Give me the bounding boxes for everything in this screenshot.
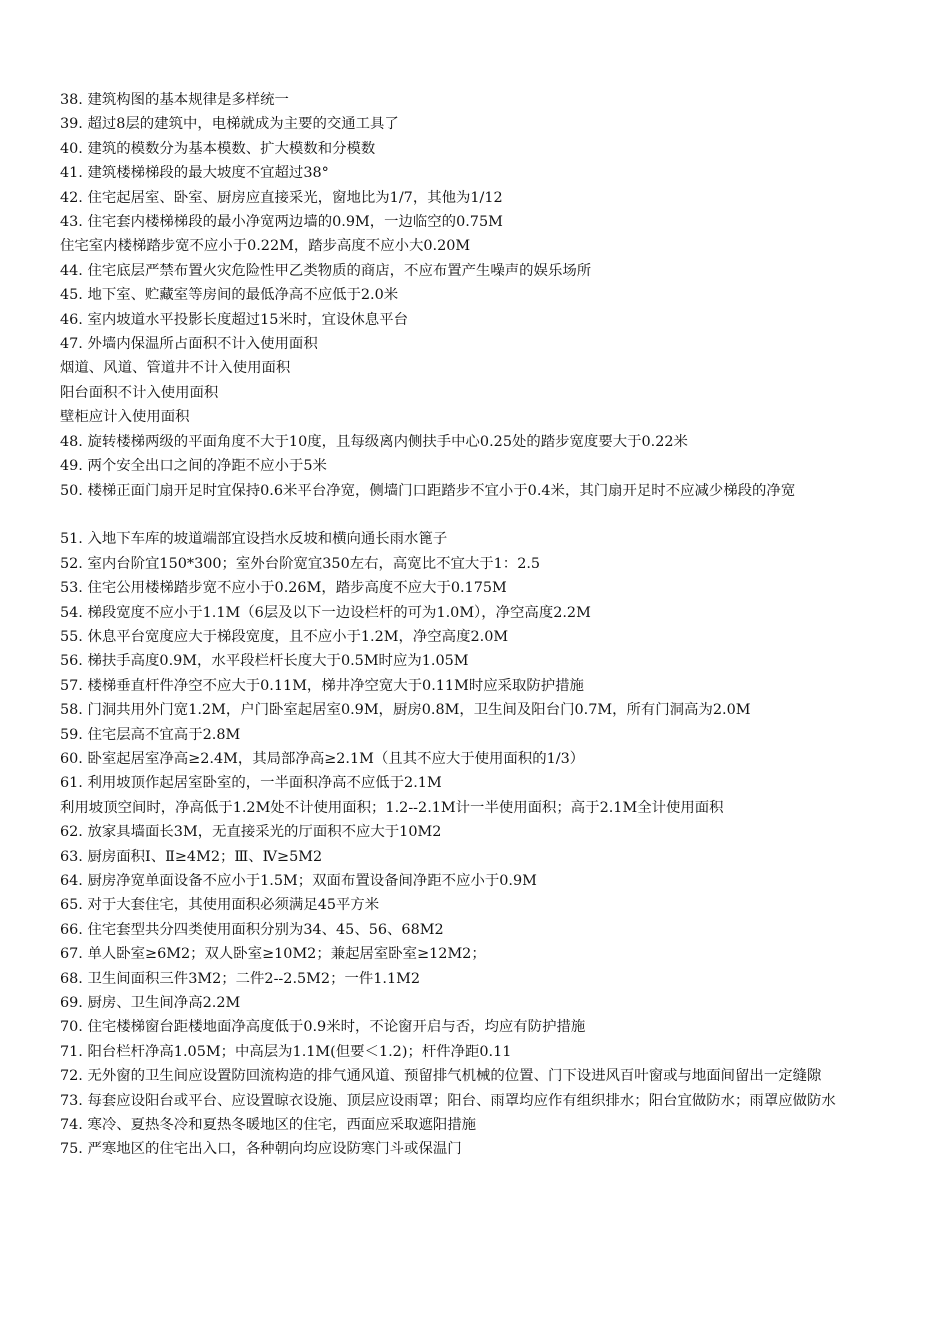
text-line-55: 55. 休息平台宽度应大于梯段宽度，且不应小于1.2M，净空高度2.0M [60,628,509,645]
text-line-39: 39. 超过8层的建筑中，电梯就成为主要的交通工具了 [60,116,399,133]
text-line-71: 71. 阳台栏杆净高1.05M；中高层为1.1M(但要＜1.2)；杆件净距0.11 [60,1043,512,1060]
text-line-70: 70. 住宅楼梯窗台距楼地面净高度低于0.9米时，不论窗开启与否，均应有防护措施 [60,1019,586,1036]
text-line-63: 63. 厨房面积Ⅰ、Ⅱ≥4M2；Ⅲ、Ⅳ≥5M2 [60,848,323,865]
text-line-75: 75. 严寒地区的住宅出入口，各种朝向均应设防寒门斗或保温门 [60,1141,462,1158]
text-line-54: 54. 梯段宽度不应小于1.1M（6层及以下一边设栏杆的可为1.0M），净空高度2.2M [60,604,591,621]
text-line-38: 38. 建筑构图的基本规律是多样统一 [60,92,289,108]
text-line-42: 42. 住宅起居室、卧室、厨房应直接采光，窗地比为1/7，其他为1/12 [60,189,503,206]
text-line-74: 74. 寒冷、夏热冬冷和夏热冬暖地区的住宅，西面应采取遮阳措施 [60,1117,477,1134]
text-line-49: 49. 两个安全出口之间的净距不应小于5米 [60,458,327,475]
text-line-48: 48. 旋转楼梯两级的平面角度不大于10度，且每级离内侧扶手中心0.25处的踏步宽度要大于0.22米 [60,433,688,450]
text-line-61-cont: 利用坡顶空间时，净高低于1.2M处不计使用面积；1.2--2.1M计一半使用面积；高于2.1M全计使用面积 [60,799,724,816]
text-line-62: 62. 放家具墙面长3M，无直接采光的厅面积不应大于10M2 [60,824,442,841]
text-line-45: 45. 地下室、贮藏室等房间的最低净高不应低于2.0米 [60,287,399,304]
text-line-57: 57. 楼梯垂直杆件净空不应大于0.11M，梯井净空宽大于0.11M时应采取防护措施 [60,677,584,694]
text-line-43: 43. 住宅套内楼梯梯段的最小净宽两边墙的0.9M，一边临空的0.75M [60,214,503,231]
text-line-65: 65. 对于大套住宅，其使用面积必须满足45平方米 [60,897,380,914]
document-page [60,88,896,1162]
text-line-40: 40. 建筑的模数分为基本模数、扩大模数和分模数 [60,140,376,157]
text-line-47-cont-2: 阳台面积不计入使用面积 [60,384,219,401]
text-line-72: 72. 无外窗的卫生间应设置防回流构造的排气通风道、预留排气机械的位置、门下设进风百叶窗或与地面间留出一定缝隙 [60,1068,822,1085]
text-line-67: 67. 单人卧室≥6M2；双人卧室≥10M2；兼起居室卧室≥12M2； [60,946,486,963]
text-line-58: 58. 门洞共用外门宽1.2M，户门卧室起居室0.9M，厨房0.8M，卫生间及阳台门0.7M，所有门洞高为2.0M [60,702,751,719]
text-line-41: 41. 建筑楼梯梯段的最大坡度不宜超过38° [60,165,329,182]
text-line-59: 59. 住宅层高不宜高于2.8M [60,726,241,743]
text-line-56: 56. 梯扶手高度0.9M，水平段栏杆长度大于0.5M时应为1.05M [60,653,469,670]
text-line-73: 73. 每套应设阳台或平台、应设置晾衣设施、顶层应设雨罩；阳台、雨罩均应作有组织排水；阳台宜做防水；雨罩应做防水 [60,1092,836,1109]
text-line-44: 44. 住宅底层严禁布置火灾危险性甲乙类物质的商店，不应布置产生噪声的娱乐场所 [60,262,592,279]
text-line-43-cont: 住宅室内楼梯踏步宽不应小于0.22M，踏步高度不应小大0.20M [60,238,471,255]
text-line-47: 47. 外墙内保温所占面积不计入使用面积 [60,336,318,353]
text-line-47-cont-3: 壁柜应计入使用面积 [60,409,190,426]
text-line-60: 60. 卧室起居室净高≥2.4M，其局部净高≥2.1M（且其不应大于使用面积的1/3） [60,750,585,767]
text-line-69: 69. 厨房、卫生间净高2.2M [60,995,241,1012]
text-line-66: 66. 住宅套型共分四类使用面积分别为34、45、56、68M2 [60,921,444,938]
text-line-53: 53. 住宅公用楼梯踏步宽不应小于0.26M，踏步高度不应大于0.175M [60,580,507,597]
text-line-51: 51. 入地下车库的坡道端部宜设挡水反坡和横向通长雨水篦子 [60,531,448,548]
text-line-61: 61. 利用坡顶作起居室卧室的，一半面积净高不应低于2.1M [60,775,442,792]
text-line-47-cont-1: 烟道、风道、管道井不计入使用面积 [60,360,291,377]
text-line-52: 52. 室内台阶宜150*300；室外台阶宽宜350左右，高宽比不宜大于1：2.5 [60,555,541,572]
text-line-64: 64. 厨房净宽单面设备不应小于1.5M；双面布置设备间净距不应小于0.9M [60,872,537,889]
text-line-68: 68. 卫生间面积三件3M2；二件2--2.5M2；一件1.1M2 [60,970,421,987]
blank-line [60,503,896,527]
text-line-46: 46. 室内坡道水平投影长度超过15米时，宜设休息平台 [60,311,408,328]
text-line-50: 50. 楼梯正面门扇开足时宜保持0.6米平台净宽，侧墙门口距踏步不宜小于0.4米，其门扇开足时不应减少梯段的净宽 [60,482,796,499]
